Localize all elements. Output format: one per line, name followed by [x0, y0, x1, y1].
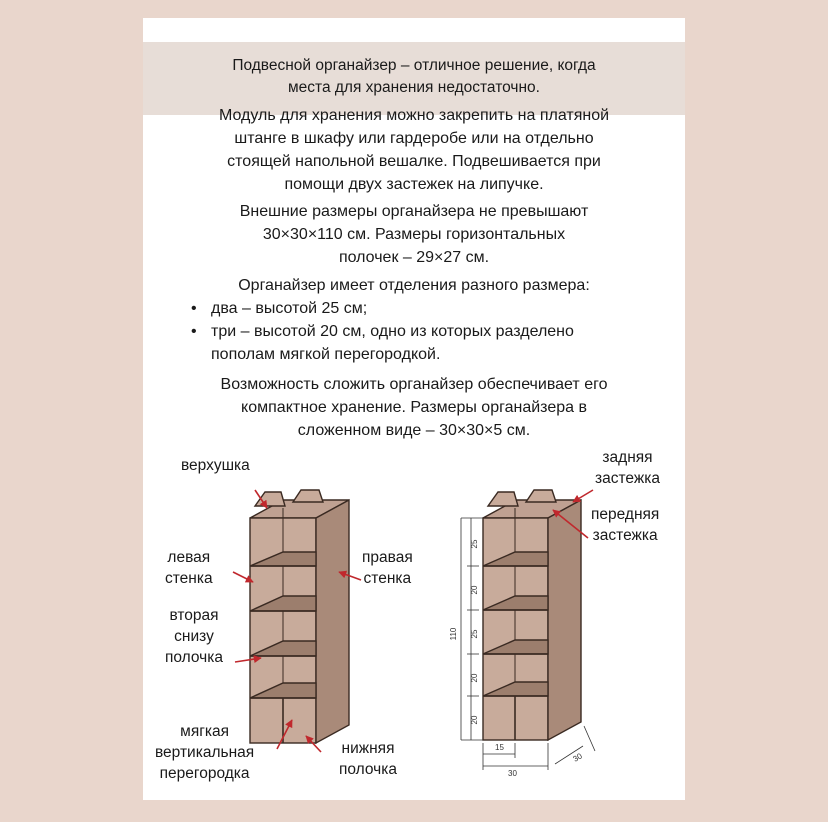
text-line: штанге в шкафу или гардеробе или на отдельно [234, 130, 594, 147]
label-line: застежка [592, 527, 658, 544]
text-line: Возможность сложить органайзер обеспечивает его [220, 376, 608, 393]
text-line: сложенном виде – 30×30×5 см. [297, 422, 531, 439]
folding-paragraph [143, 373, 685, 442]
text-line: помощи двух застежек на липучке. [284, 176, 544, 193]
text-line: стоящей напольной вешалке. Подвешивается при [227, 153, 601, 170]
label-line: вертикальная [155, 744, 255, 761]
dim-section-3: 25 [470, 629, 479, 639]
label-line: нижняя [341, 740, 395, 757]
dim-half-width: 15 [495, 743, 504, 752]
bullet: • [191, 300, 197, 317]
text-line: компактное хранение. Размеры органайзера в [241, 399, 587, 416]
label-bottom-shelf [339, 738, 397, 780]
label-partition [155, 721, 254, 784]
label-line: снизу [174, 628, 214, 645]
dim-section-1: 25 [470, 539, 479, 549]
label-line: задняя [602, 449, 653, 466]
dim-depth: 30 [571, 751, 584, 764]
label-line: перегородка [159, 765, 250, 782]
label-line: стенка [363, 570, 412, 587]
text-line: Модуль для хранения можно закрепить на платяной [218, 107, 610, 124]
label-front-fastener [591, 504, 659, 546]
compartments-list [143, 274, 685, 366]
header-line-1: Подвесной органайзер – отличное решение, когда [232, 57, 596, 74]
text-line: два – высотой 25 см; [211, 300, 368, 317]
dim-section-5: 20 [470, 715, 479, 725]
mounting-paragraph [143, 104, 685, 196]
text-line: полочек – 29×27 см. [338, 249, 490, 266]
label-line: стенка [165, 570, 213, 587]
dim-width: 30 [508, 769, 517, 778]
list-item [143, 320, 685, 366]
label-line: полочка [165, 649, 223, 666]
label-left-wall [165, 547, 213, 589]
label-line: левая [167, 549, 211, 566]
label-line: полочка [339, 761, 397, 778]
label-line: мягкая [180, 723, 229, 740]
dimensions-paragraph [143, 200, 685, 269]
label-line: передняя [591, 506, 660, 523]
organizer-right-drawing [483, 490, 581, 740]
dim-section-2: 20 [470, 585, 479, 595]
list-item [143, 297, 685, 320]
label-right-wall [362, 547, 413, 589]
list-intro: Органайзер имеет отделения разного размера: [238, 277, 590, 294]
label-line: застежка [595, 470, 660, 487]
text-line: 30×30×110 см. Размеры горизонтальных [262, 226, 566, 243]
label-line: правая [362, 549, 413, 566]
label-line: вторая [169, 607, 219, 624]
label-top: верхушка [181, 457, 250, 474]
text-line: пополам мягкой перегородкой. [211, 346, 441, 363]
text-line: три – высотой 20 см, одно из которых разделено [211, 323, 574, 340]
label-back-fastener [595, 447, 660, 489]
label-second-shelf [165, 605, 223, 668]
bullet: • [191, 323, 197, 340]
info-card [143, 18, 685, 800]
dim-total-height: 110 [449, 627, 458, 641]
dim-section-4: 20 [470, 673, 479, 683]
header-line-2: места для хранения недостаточно. [288, 79, 540, 96]
organizer-left-drawing [250, 490, 349, 743]
text-line: Внешние размеры органайзера не превышают [239, 203, 589, 220]
